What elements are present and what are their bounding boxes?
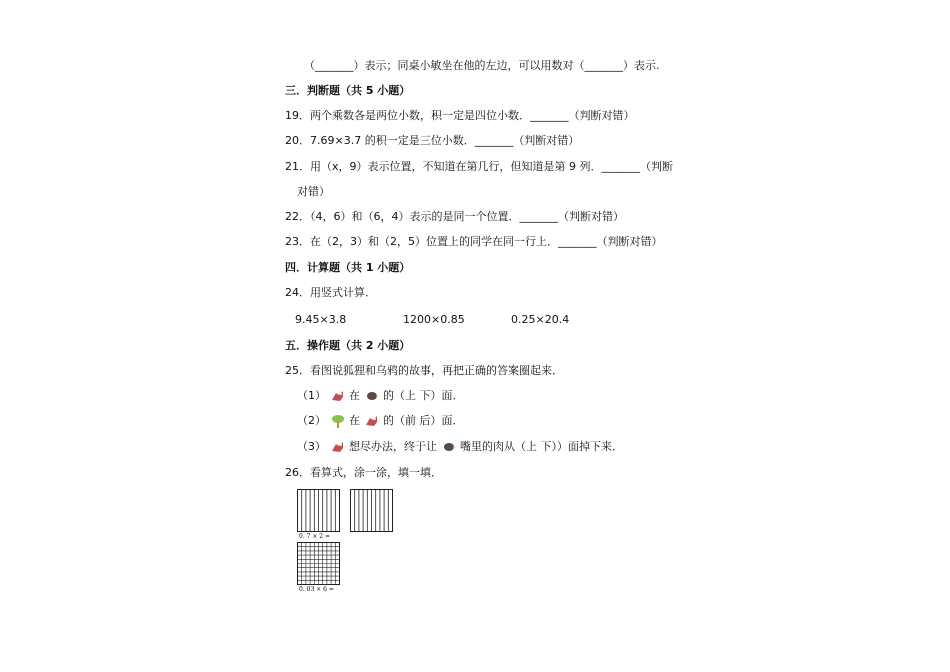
sub-number: （1）: [297, 389, 326, 402]
question-24: 24．用竖式计算．: [285, 286, 376, 299]
sub-text: 嘴里的肉从（上 下））面掉下来．: [460, 440, 623, 453]
question-21-continuation: 对错）: [297, 185, 330, 198]
question-25-1: [297, 389, 464, 403]
crow-icon: [441, 440, 457, 454]
sub-text: 想尽办法，终于让: [349, 440, 437, 453]
crow-icon: [364, 389, 380, 403]
section-4-heading: 四．计算题（共 1 小题）: [285, 261, 411, 274]
sub-text: 的（上 下）面．: [383, 389, 464, 402]
question-19: 19．两个乘数各是两位小数，积一定是四位小数．_______（判断对错）: [285, 109, 635, 122]
hundredths-grid: [297, 542, 340, 585]
question-20: 20．7.69×3.7 的积一定是三位小数．_______（判断对错）: [285, 134, 580, 147]
sub-text: 在: [349, 414, 360, 427]
question-23: 23．在（2，3）和（2，5）位置上的同学在同一行上．_______（判断对错）: [285, 235, 663, 248]
question-26: 26．看算式，涂一涂，填一填．: [285, 466, 442, 479]
tenths-grid-2: [350, 489, 393, 532]
calc-item-1: 9.45×3.8: [295, 313, 347, 326]
sub-text: 的（前 后）面．: [383, 414, 464, 427]
section-3-heading: 三．判断题（共 5 小题）: [285, 84, 411, 97]
section-5-heading: 五．操作题（共 2 小题）: [285, 339, 411, 352]
figure-caption-1: 0. 7 × 2 =: [299, 533, 331, 540]
question-25-2: [297, 414, 464, 428]
question-25-3: [297, 440, 623, 454]
question-18-continuation: （_______）表示；同桌小敏坐在他的左边，可以用数对（_______）表示.: [304, 59, 660, 72]
sub-number: （3）: [297, 440, 326, 453]
calc-item-3: 0.25×20.4: [511, 313, 570, 326]
tenths-grid-1: [297, 489, 340, 532]
tree-icon: [330, 414, 346, 428]
sub-number: （2）: [297, 414, 326, 427]
fox-icon: [330, 440, 346, 454]
calc-item-2: 1200×0.85: [403, 313, 465, 326]
question-22: 22．（4，6）和（6，4）表示的是同一个位置．_______（判断对错）: [285, 210, 624, 223]
figure-caption-2: 0. 03 × 6 =: [299, 586, 334, 593]
question-21: 21．用（x，9）表示位置，不知道在第几行，但知道是第 9 列．_______（判断: [285, 160, 673, 173]
fox-icon: [330, 389, 346, 403]
question-25: 25．看图说狐狸和乌鸦的故事，再把正确的答案圈起来．: [285, 364, 563, 377]
fox-icon: [364, 414, 380, 428]
sub-text: 在: [349, 389, 360, 402]
